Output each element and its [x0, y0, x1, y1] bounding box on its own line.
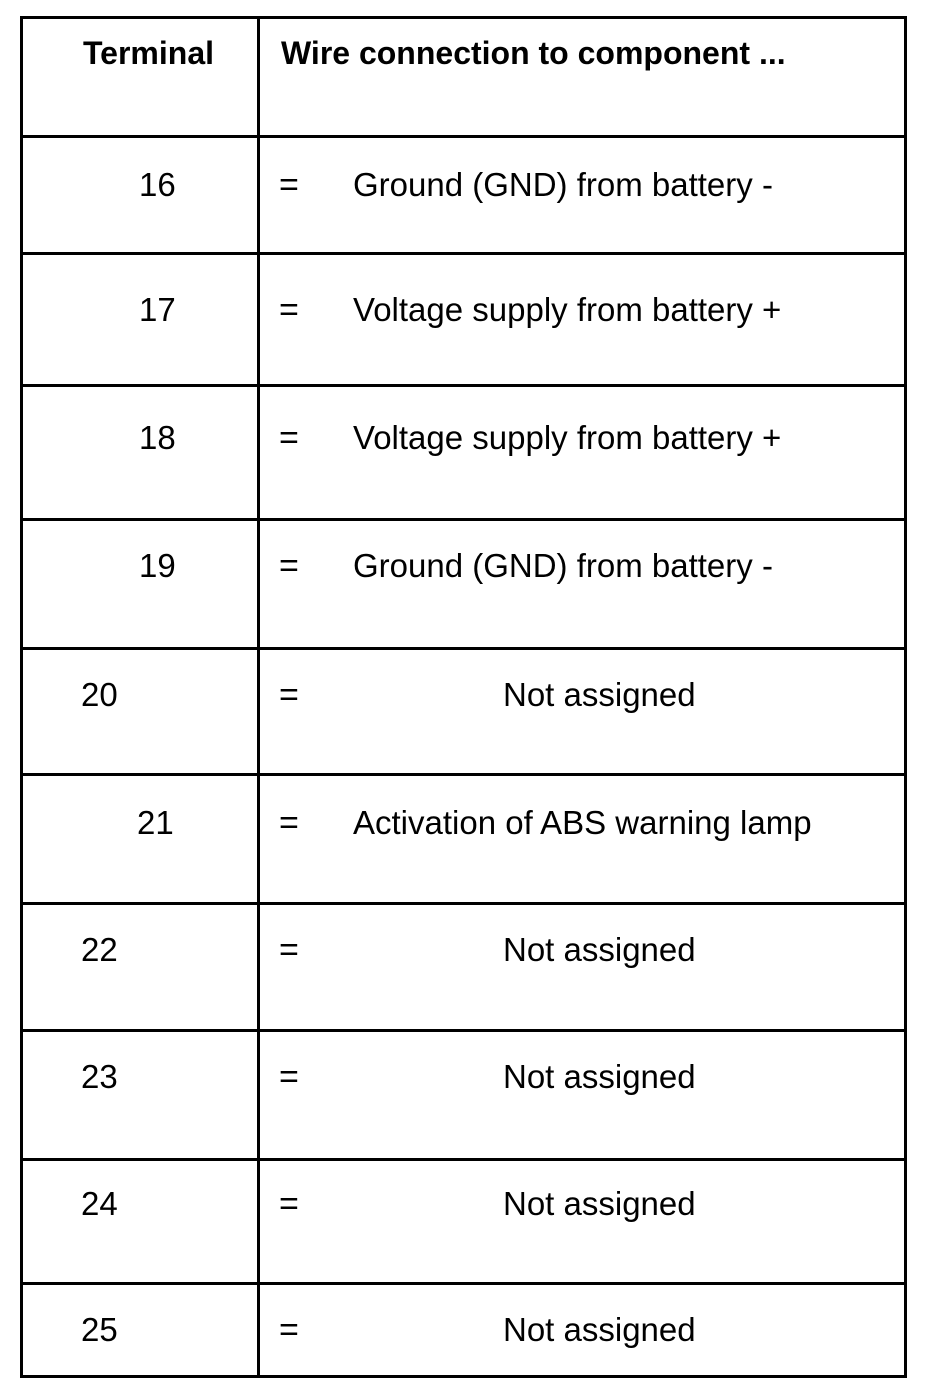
table-row — [23, 135, 904, 252]
terminal-table — [20, 16, 907, 1378]
connection-text: Voltage supply from battery + — [353, 419, 782, 456]
terminal-number: 18 — [139, 419, 176, 456]
connection-text: Ground (GND) from battery - — [353, 166, 773, 203]
table-row — [23, 647, 904, 773]
equals-sign: = — [279, 166, 299, 204]
equals-sign: = — [279, 676, 299, 714]
connection-text: Activation of ABS warning lamp — [353, 804, 812, 841]
equals-sign: = — [279, 931, 299, 969]
table-row — [23, 1282, 904, 1378]
terminal-number: 22 — [81, 931, 118, 968]
equals-sign: = — [279, 419, 299, 457]
terminal-number: 19 — [139, 547, 176, 584]
equals-sign: = — [279, 291, 299, 329]
terminal-number: 20 — [81, 676, 118, 713]
connection-text: Ground (GND) from battery - — [353, 547, 773, 584]
terminal-number: 24 — [81, 1185, 118, 1222]
header-terminal: Terminal — [83, 35, 214, 71]
connection-text: Not assigned — [503, 1311, 696, 1348]
connection-text: Voltage supply from battery + — [353, 291, 782, 328]
equals-sign: = — [279, 1311, 299, 1349]
connection-text: Not assigned — [503, 931, 696, 968]
table-row — [23, 1029, 904, 1158]
terminal-number: 17 — [139, 291, 176, 328]
equals-sign: = — [279, 547, 299, 585]
equals-sign: = — [279, 1058, 299, 1096]
table-row — [23, 384, 904, 518]
connection-text: Not assigned — [503, 676, 696, 713]
terminal-number: 16 — [139, 166, 176, 203]
table-row — [23, 252, 904, 384]
terminal-number: 23 — [81, 1058, 118, 1095]
table-row — [23, 773, 904, 902]
terminal-number: 25 — [81, 1311, 118, 1348]
equals-sign: = — [279, 1185, 299, 1223]
header-connection: Wire connection to component ... — [281, 35, 786, 71]
table-row — [23, 518, 904, 647]
terminal-number: 21 — [137, 804, 174, 841]
connection-text: Not assigned — [503, 1185, 696, 1222]
table-row — [23, 1158, 904, 1282]
table-row — [23, 902, 904, 1029]
connection-text: Not assigned — [503, 1058, 696, 1095]
equals-sign: = — [279, 804, 299, 842]
header-row — [23, 19, 904, 135]
